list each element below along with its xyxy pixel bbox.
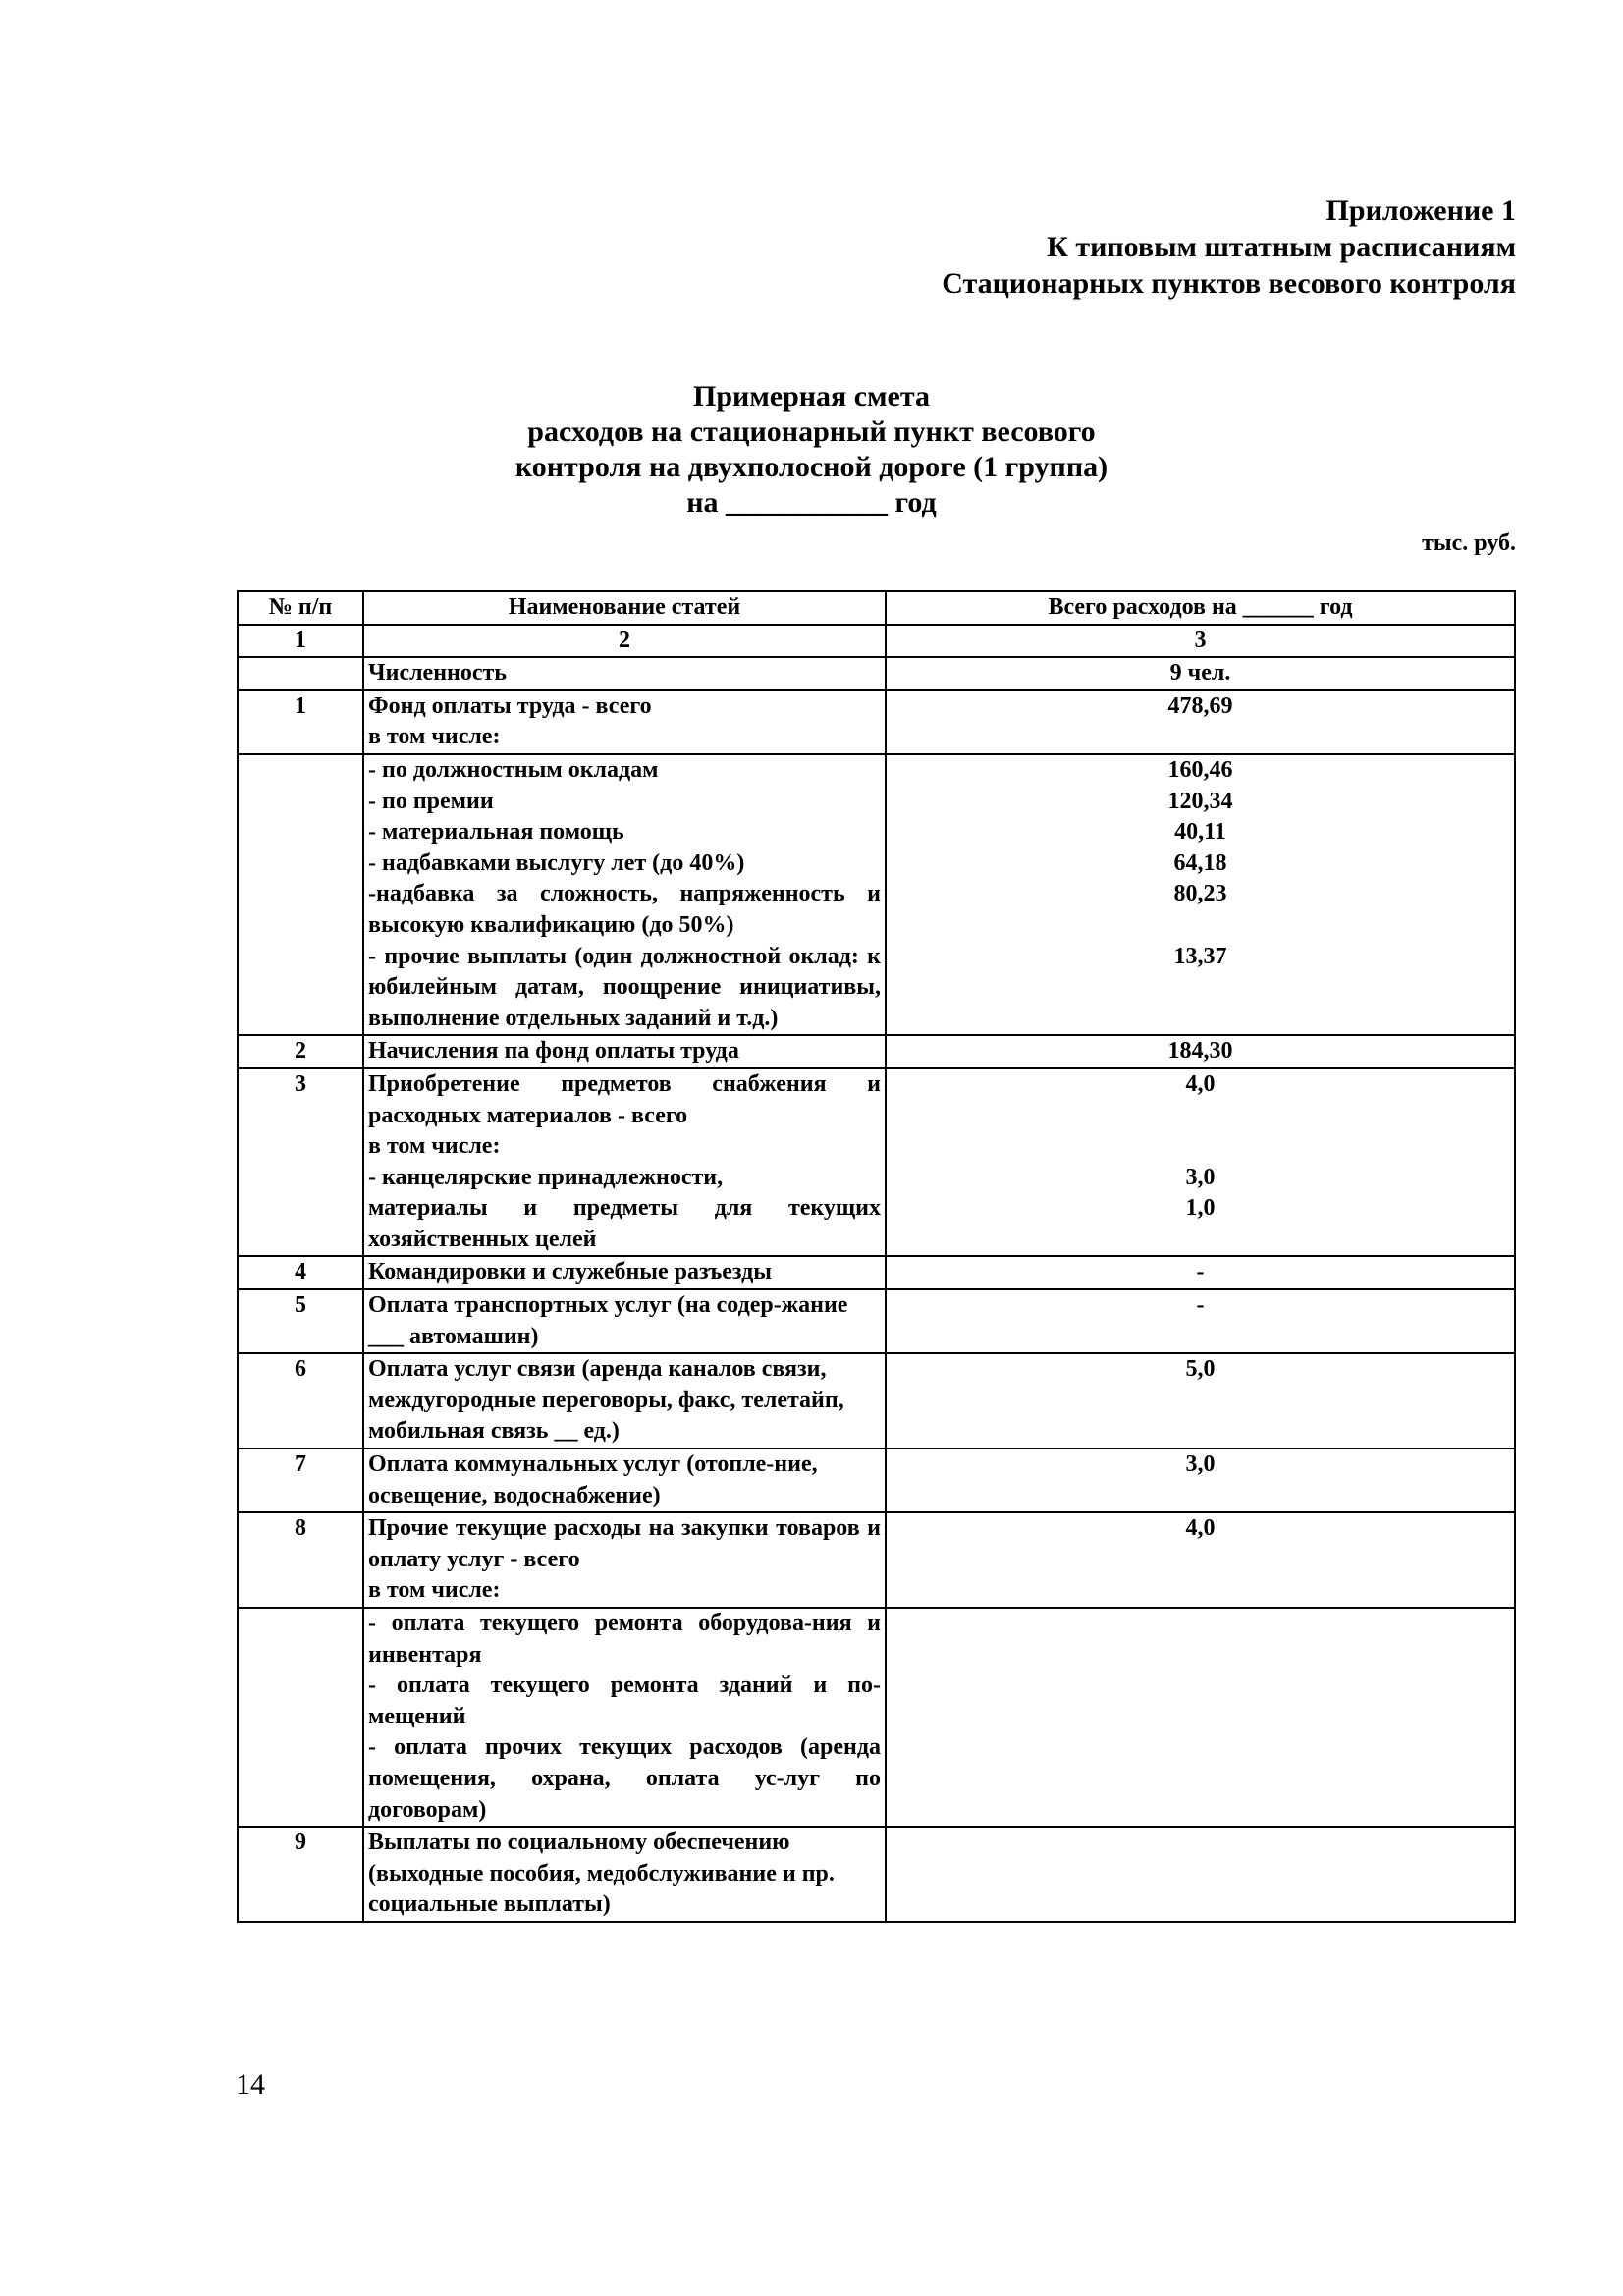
appendix-header [942,192,1516,301]
row-num: 9 [238,1827,363,1922]
row-name-line: в том числе: [368,724,501,750]
row-item-value: 40,11 [1174,819,1226,846]
table-column-numbers-row [238,625,1515,658]
row-value: 4,0 [886,1512,1515,1608]
row-num: 4 [238,1256,363,1289]
table-header-row [238,591,1515,625]
spacer [891,910,1510,942]
row-sub-value: 3,0 [1185,1164,1216,1190]
appendix-line-2: К типовым штатным расписаниям [1047,231,1516,263]
row-item: - материальная помощь [368,819,624,846]
table-row [238,1068,1515,1257]
row-item-value: 120,34 [1167,788,1233,814]
row-item: - оплата текущего ремонта зданий и по-мещений [368,1672,881,1729]
row-item-value: 80,23 [1173,881,1227,907]
row-item: - по должностным окладам [368,756,659,783]
row-item: - надбавками выслугу лет (до 40%) [368,849,745,876]
row-name-line: в том числе: [368,1133,501,1160]
row-name-line: - канцелярские принадлежности, [368,1164,724,1190]
row-name: Командировки и служебные разъезды [363,1256,886,1289]
title-line-1: Примерная смета [693,380,930,412]
header-total: Всего расходов на ______ год [886,591,1515,625]
page-number: 14 [236,2068,265,2101]
row-values [886,1068,1515,1257]
table-row [238,1035,1515,1068]
row-value: 9 чел. [886,657,1515,690]
row-values [886,754,1515,1035]
table-row [238,1827,1515,1922]
row-num: 7 [238,1449,363,1512]
row-name: Численность [363,657,886,690]
row-num: 3 [238,1068,363,1257]
table-row [238,1353,1515,1449]
row-item: -надбавка за сложность, напряженность и высокую квалификацию (до 50%) [368,881,881,938]
row-name: Оплата коммунальных услуг (отопле-ние, освещение, водоснабжение) [363,1449,886,1512]
col-number-2: 2 [363,625,886,658]
spacer [891,1101,1510,1163]
row-item-value: 64,18 [1173,849,1227,876]
row-name: Оплата транспортных услуг (на содер-жание ___ автомашин) [363,1289,886,1353]
title-line-4: на ___________ год [686,486,937,519]
estimate-table [237,590,1516,1923]
row-value: - [886,1289,1515,1353]
row-items [363,754,886,1035]
row-name-line: материалы и предметы для текущих хозяйственных целей [368,1195,881,1252]
row-name [363,690,886,754]
row-num: 2 [238,1035,363,1068]
row-name-line: Фонд оплаты труда - всего [368,692,652,719]
table-row [238,690,1515,754]
table-row [238,754,1515,1035]
row-value: 5,0 [886,1353,1515,1449]
title-line-3: контроля на двухполосной дороге (1 группа) [514,451,1109,483]
table-row [238,1289,1515,1353]
row-name-line: Приобретение предметов снабжения и расходных материалов - всего [368,1070,881,1128]
row-value [886,1827,1515,1922]
row-item: - оплата текущего ремонта оборудова-ния и инвентаря [368,1611,881,1667]
col-number-3: 3 [886,625,1515,658]
table-row [238,1256,1515,1289]
row-name [363,1068,886,1257]
row-num: 6 [238,1353,363,1449]
row-num: 5 [238,1289,363,1353]
row-name: Выплаты по социальному обеспечению (выходные пособия, медобслуживание и пр. социальные выплаты) [363,1827,886,1922]
document-title [0,379,1623,520]
row-item: - прочие выплаты (один должностной оклад: к юбилейным датам, поощрение инициативы, выполнение отдельных заданий и т.д.) [368,943,881,1031]
table-row [238,1512,1515,1608]
row-sub-value: 1,0 [1185,1195,1216,1222]
row-value-empty [886,1608,1515,1827]
table-row [238,1449,1515,1512]
row-value: 3,0 [886,1449,1515,1512]
row-name-line: в том числе: [368,1577,501,1604]
row-name [363,1512,886,1608]
row-items [363,1608,886,1827]
table-row [238,1608,1515,1827]
appendix-line-1: Приложение 1 [1325,194,1516,227]
header-num: № п/п [238,591,363,625]
row-num [238,754,363,1035]
row-name-line: Прочие текущие расходы на закупки товаров и оплату услуг - всего [368,1515,881,1572]
row-item: - оплата прочих текущих расходов (аренда помещения, охрана, оплата ус-луг по договорам) [368,1734,881,1823]
row-num [238,657,363,690]
row-value: - [886,1256,1515,1289]
header-name: Наименование статей [363,591,886,625]
appendix-line-3: Стационарных пунктов весового контроля [942,267,1516,300]
row-item-value: 13,37 [1173,943,1227,969]
row-num: 8 [238,1512,363,1608]
row-name: Начисления па фонд оплаты труда [363,1035,886,1068]
row-value: 4,0 [1185,1070,1216,1097]
col-number-1: 1 [238,625,363,658]
row-item-value: 160,46 [1167,756,1233,783]
table-row [238,657,1515,690]
row-value: 184,30 [886,1035,1515,1068]
title-line-2: расходов на стационарный пункт весового [527,415,1096,448]
row-num [238,1608,363,1827]
row-num: 1 [238,690,363,754]
units-label: тыс. руб. [1422,530,1516,556]
row-value: 478,69 [886,690,1515,754]
row-item: - по премии [368,788,494,814]
row-name: Оплата услуг связи (аренда каналов связи, междугородные переговоры, факс, телетайп, мобильная связь __ ед.) [363,1353,886,1449]
